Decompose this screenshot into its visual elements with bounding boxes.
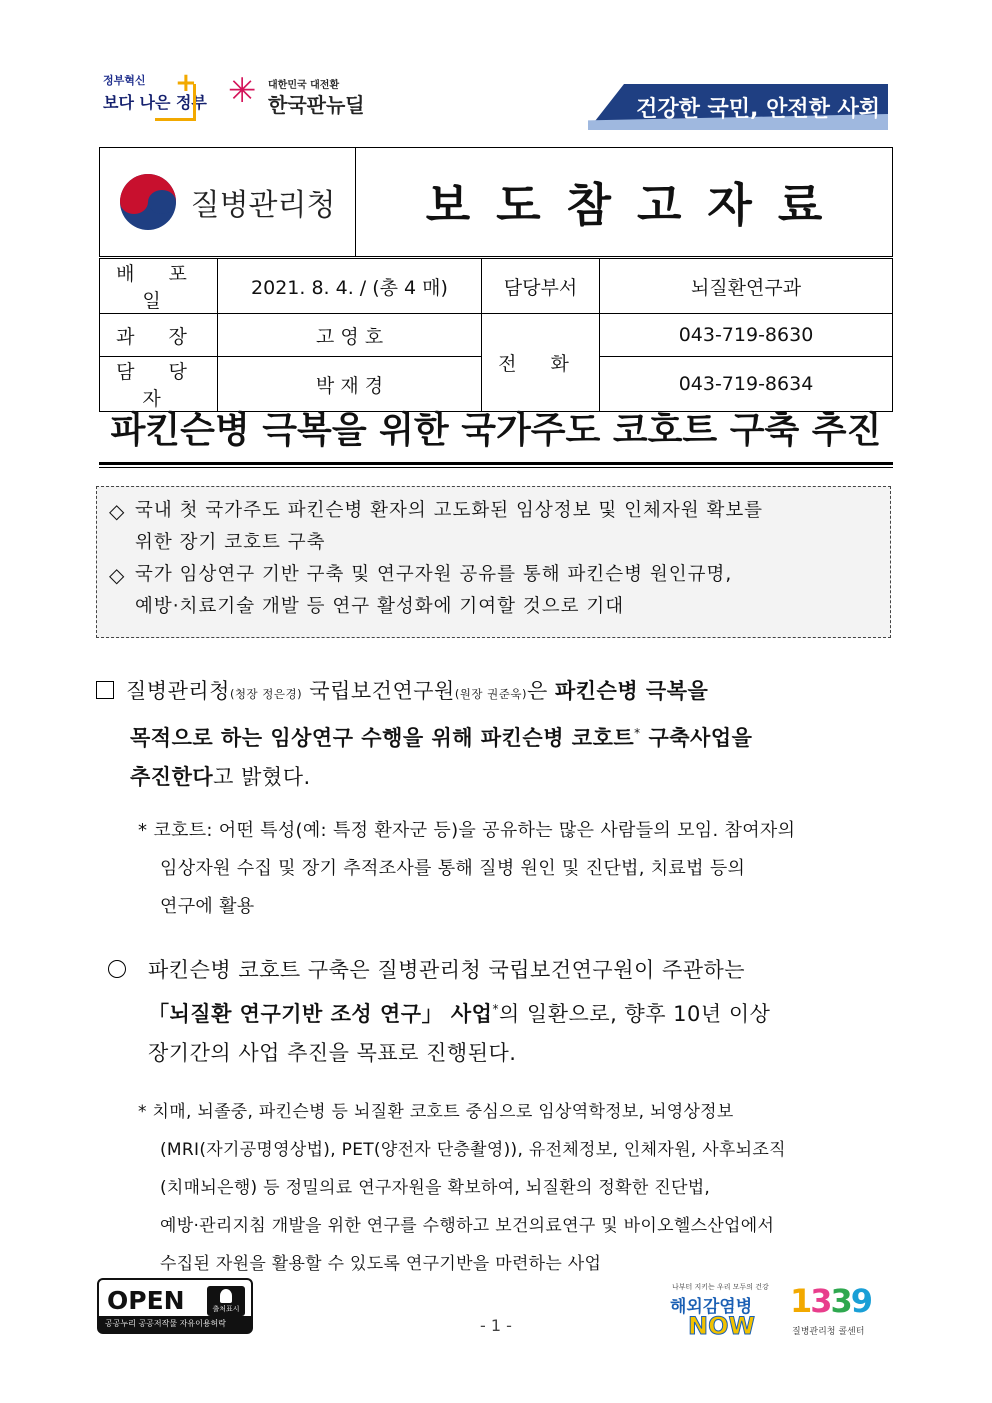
overseas-infection-now-logo	[668, 1282, 772, 1340]
agency-name: 질병관리청	[190, 188, 336, 223]
title-rule-thin	[99, 467, 893, 468]
sparkle-icon: ✳	[228, 71, 257, 111]
dist-value: 2021. 8. 4. / (총 4 매)	[218, 259, 482, 314]
title-rule-thick	[99, 462, 893, 465]
n2-line3: (치매뇌은행) 등 정밀의료 연구자원을 확보하여, 뇌질환의 정확한 진단법,	[160, 1178, 711, 1198]
note-2	[138, 1093, 898, 1283]
n2-line5: 수집된 자원을 활용할 수 있도록 연구기반을 마련하는 사업	[160, 1254, 602, 1274]
diamond-icon: ◇	[109, 563, 126, 587]
n1-line3: 연구에 활용	[160, 896, 255, 917]
diamond-icon: ◇	[109, 499, 126, 523]
summary-bullet-1	[107, 495, 880, 559]
summary-box	[96, 486, 891, 638]
paragraph-1	[96, 672, 898, 797]
phone2: 043-719-8634	[600, 357, 893, 412]
n1-line1: * 코호트: 어떤 특성(예: 특정 환자군 등)을 공유하는 많은 사람들의 모임. 참여자의	[138, 820, 796, 841]
square-bullet-icon	[96, 681, 114, 699]
logo1-main-text: 보다 나은 정부	[103, 93, 207, 112]
note-1	[138, 812, 898, 926]
attribution-icon: 출처표시	[207, 1286, 245, 1316]
phone-label: 전 화	[482, 314, 600, 412]
call-number: 1339	[790, 1282, 872, 1320]
dist-label: 배 포 일	[100, 259, 218, 314]
n2-line4: 예방·관리지침 개발을 위한 연구를 수행하고 보건의료연구 및 바이오헬스산업에서	[160, 1216, 775, 1236]
agency-cell	[100, 148, 356, 257]
dept-value: 뇌질환연구과	[600, 259, 893, 314]
korean-new-deal-logo	[228, 71, 378, 117]
n2-line1: * 치매, 뇌졸중, 파킨슨병 등 뇌질환 코호트 중심으로 임상역학정보, 뇌영상정보	[138, 1102, 734, 1122]
call-center-label: 질병관리청 콜센터	[792, 1327, 865, 1337]
chief-value: 고 영 호	[218, 314, 482, 357]
staff-value: 박 재 경	[218, 357, 482, 412]
n1-line2: 임상자원 수집 및 장기 추적조사를 통해 질병 원인 및 진단법, 치료법 등의	[160, 858, 746, 879]
circle-bullet-icon	[108, 960, 126, 978]
p1-line2: 목적으로 하는 임상연구 수행을 위해 파킨슨병 코호트* 구축사업을	[130, 726, 753, 750]
open-license-badge	[97, 1278, 253, 1334]
now-main-text: 해외감염병	[670, 1297, 753, 1317]
plus-icon: +	[175, 68, 197, 98]
now-top-text: 나부터 지키는 우리 모두의 건강	[672, 1283, 769, 1291]
info-table	[99, 258, 893, 412]
logo2-main-text: 한국판뉴딜	[268, 93, 365, 117]
main-title: 파킨슨병 극복을 위한 국가주도 코호트 구축 추진	[110, 410, 882, 451]
staff-label: 담 당 자	[100, 357, 218, 412]
paragraph-2	[106, 951, 898, 1073]
headline: 보도참고자료	[425, 178, 849, 232]
summary-b2-line1: 국가 임상연구 기반 구축 및 연구자원 공유를 통해 파킨슨병 원인규명,	[135, 564, 733, 585]
slogan-text: 건강한 국민, 안전한 사회	[636, 97, 880, 122]
call-center-logo	[790, 1282, 896, 1340]
page-number: - 1 -	[480, 1316, 512, 1335]
gov-innovation-logo	[103, 68, 207, 122]
open-license-bar: 공공누리 공공저작물 자유이용허락	[99, 1316, 251, 1332]
kdca-emblem-icon	[120, 174, 176, 230]
n2-line2: (MRI(자기공명영상법), PET(양전자 단층촬영)), 유전체정보, 인체자원, 사후뇌조직	[160, 1140, 786, 1160]
logo1-top-text: 정부혁신	[103, 74, 146, 87]
summary-b1-line1: 국내 첫 국가주도 파킨슨병 환자의 고도화된 임상정보 및 인체자원 확보를	[135, 500, 764, 521]
logo2-top-text: 대한민국 대전환	[268, 80, 340, 91]
open-text: OPEN	[107, 1286, 185, 1315]
dept-label: 담당부서	[482, 259, 600, 314]
p2-line3: 장기간의 사업 추진을 목표로 진행된다.	[148, 1041, 517, 1065]
summary-b1-line2: 위한 장기 코호트 구축	[135, 532, 326, 553]
summary-b2-line2: 예방·치료기술 개발 등 연구 활성화에 기여할 것으로 기대	[135, 596, 625, 617]
now-word: NOW	[688, 1312, 755, 1340]
title-box	[99, 147, 893, 257]
chief-label: 과 장	[100, 314, 218, 357]
p1-line3: 추진한다고 밝혔다.	[130, 765, 311, 789]
slogan-banner	[588, 84, 888, 130]
headline-cell	[356, 148, 893, 257]
p2-line2: 「뇌질환 연구기반 조성 연구」 사업*의 일환으로, 향후 10년 이상	[148, 1002, 771, 1026]
p2-line1: 파킨슨병 코호트 구축은 질병관리청 국립보건연구원이 주관하는	[106, 951, 898, 990]
phone1: 043-719-8630	[600, 314, 893, 357]
p1-line1: 질병관리청(청장 정은경) 국립보건연구원(원장 권준욱)은 파킨슨병 극복을	[96, 672, 898, 714]
summary-bullet-2	[107, 559, 880, 623]
